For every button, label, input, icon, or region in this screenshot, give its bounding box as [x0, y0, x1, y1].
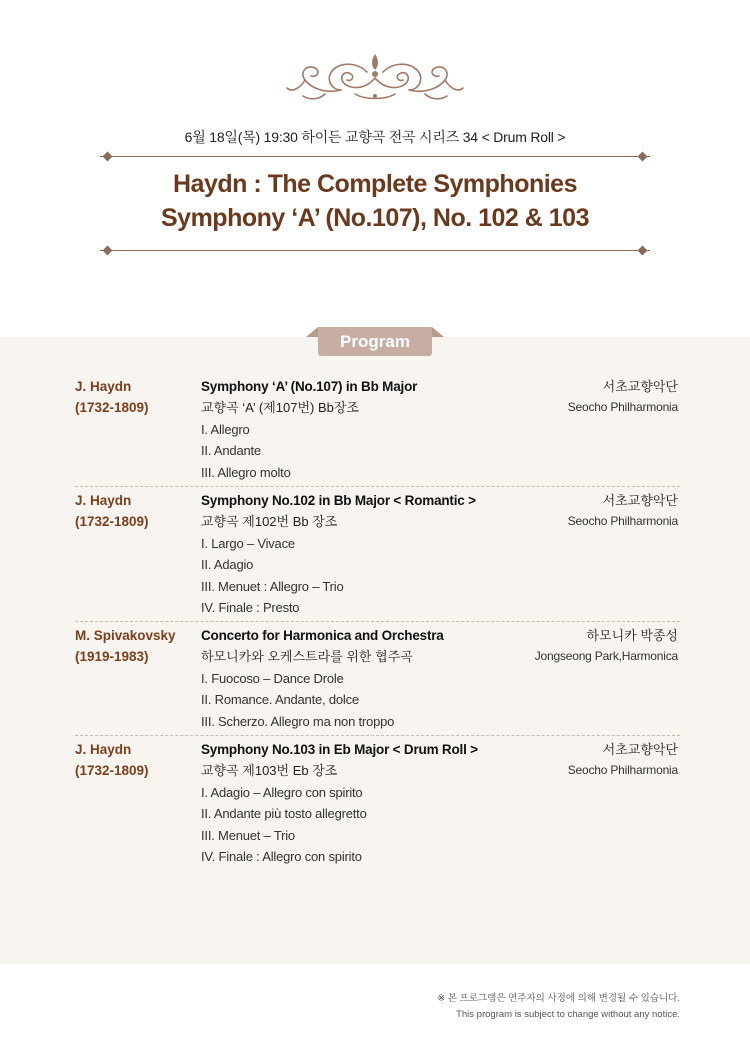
work-title-ko: 교향곡 제103번 Eb 장조	[201, 763, 338, 778]
page-title-line1: Haydn : The Complete Symphonies	[172, 170, 577, 198]
performer	[568, 490, 678, 532]
work-title-ko: 교향곡 제102번 Bb 장조	[201, 514, 338, 529]
movement: I. Adagio – Allegro con spirito	[201, 785, 363, 800]
performer-ko: 서초교향악단	[602, 493, 678, 508]
work	[201, 376, 531, 483]
composer-years: (1919-1983)	[75, 649, 149, 664]
concert-subtitle: 6월 18일(목) 19:30 하이든 교향곡 전곡 시리즈 34 < Drum Roll >	[184, 129, 566, 145]
divider-top	[100, 152, 650, 162]
performer-ko: 서초교향악단	[602, 379, 678, 394]
composer-name: J. Haydn	[75, 379, 132, 394]
movement: III. Scherzo. Allegro ma non troppo	[201, 713, 395, 729]
composer-name: J. Haydn	[75, 493, 132, 508]
movement: I. Fuocoso – Dance Drole	[201, 671, 344, 686]
work-title-en: Symphony No.103 in Eb Major < Drum Roll >	[201, 742, 478, 757]
work	[201, 625, 531, 732]
program-label: Program	[318, 327, 432, 356]
composer-name: M. Spivakovsky	[75, 628, 176, 643]
composer-years: (1732-1809)	[75, 400, 149, 415]
movement: IV. Finale : Presto	[201, 599, 300, 615]
performer-en: Jongseong Park,Harmonica	[534, 649, 678, 663]
movement: II. Andante	[201, 443, 261, 459]
composer	[75, 739, 195, 781]
performer-ko: 서초교향악단	[602, 742, 678, 757]
movement: II. Andante più tosto allegretto	[201, 806, 367, 822]
work-title-ko: 교향곡 ‘A’ (제107번) Bb장조	[201, 400, 359, 415]
work-title-ko: 하모니카와 오케스트라를 위한 협주곡	[201, 649, 413, 664]
composer	[75, 625, 195, 667]
work	[201, 739, 531, 867]
composer	[75, 490, 195, 532]
movement: III. Menuet – Trio	[201, 827, 295, 843]
composer-name: J. Haydn	[75, 742, 132, 757]
performer-ko: 하모니카 박종성	[586, 628, 678, 643]
performer-en: Seocho Philharmonia	[567, 400, 678, 414]
program-tab	[306, 327, 444, 356]
performer-en: Seocho Philharmonia	[567, 763, 678, 777]
composer-years: (1732-1809)	[75, 514, 149, 529]
divider-bottom	[100, 246, 650, 256]
performer	[568, 739, 678, 781]
work-title-en: Concerto for Harmonica and Orchestra	[201, 628, 444, 643]
work-title-en: Symphony No.102 in Bb Major < Romantic >	[201, 493, 476, 508]
movement: II. Adagio	[201, 557, 254, 573]
movement: I. Allegro	[201, 422, 250, 437]
movement: I. Largo – Vivace	[201, 536, 295, 551]
row-separator	[75, 735, 680, 736]
movement: II. Romance. Andante, dolce	[201, 692, 359, 708]
work	[201, 490, 531, 618]
performer	[568, 376, 678, 418]
row-separator	[75, 621, 680, 622]
movement: III. Menuet : Allegro – Trio	[201, 578, 344, 594]
performer-en: Seocho Philharmonia	[567, 514, 678, 528]
footnote-ko: ※ 본 프로그램은 연주자의 사정에 의해 변경될 수 있습니다.	[437, 993, 680, 1004]
performer	[535, 625, 678, 667]
composer	[75, 376, 195, 418]
movement: III. Allegro molto	[201, 464, 291, 480]
work-title-en: Symphony ‘A’ (No.107) in Bb Major	[201, 379, 418, 394]
page-title-line2: Symphony ‘A’ (No.107), No. 102 & 103	[161, 204, 589, 232]
movement: IV. Finale : Allegro con spirito	[201, 848, 362, 864]
row-separator	[75, 486, 680, 487]
footnote	[437, 991, 680, 1023]
footnote-en: This program is subject to change without any notice.	[456, 1009, 680, 1020]
composer-years: (1732-1809)	[75, 763, 149, 778]
flourish-ornament-icon	[285, 50, 465, 104]
